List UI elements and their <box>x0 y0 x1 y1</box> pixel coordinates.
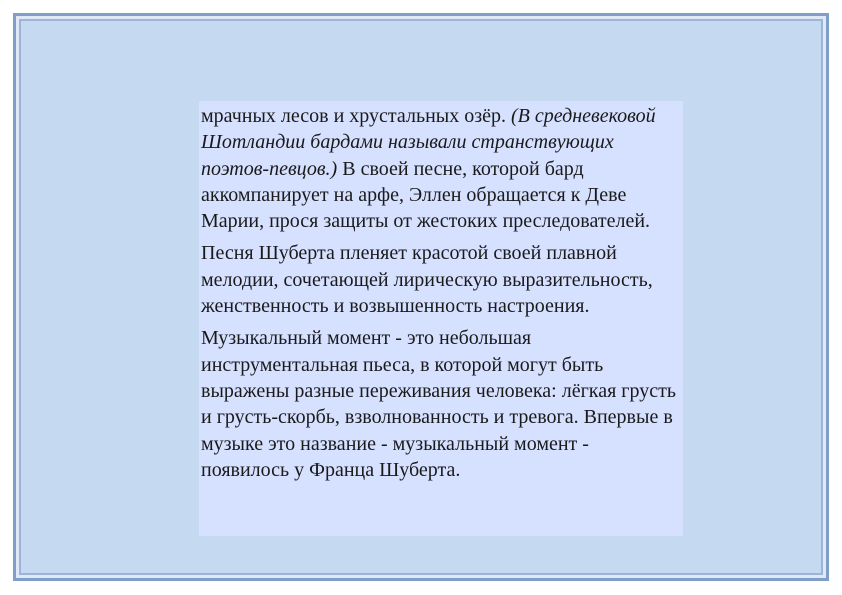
paragraph-3: Музыкальный момент - это небольшая инструментальная пьеса, в которой могут быть выражены разные переживания человека: лёгкая грусть и грусть-скорбь, взволнованность и тревога. Впервые в музыке это название - музыкальный момент - появилось у Франца Шуберта. <box>201 327 676 481</box>
paragraph-1 <box>201 103 679 234</box>
text-box <box>199 101 683 536</box>
paragraph-1-start: мрачных лесов и хрустальных озёр. <box>201 105 511 127</box>
slide-frame <box>13 13 829 581</box>
paragraph-1-end: В своей песне, которой бард аккомпанирует на арфе, Эллен обращается к Деве Марии, прося защиты от жестоких преследователей. <box>201 157 651 233</box>
paragraph-1-italic-note: (В средневековой Шотландии бардами называли странствующих поэтов-певцов.) <box>201 105 656 180</box>
paragraph-2: Песня Шуберта пленяет красотой своей плавной мелодии, сочетающей лирическую выразительность, женственность и возвышенность настроения. <box>201 242 653 318</box>
